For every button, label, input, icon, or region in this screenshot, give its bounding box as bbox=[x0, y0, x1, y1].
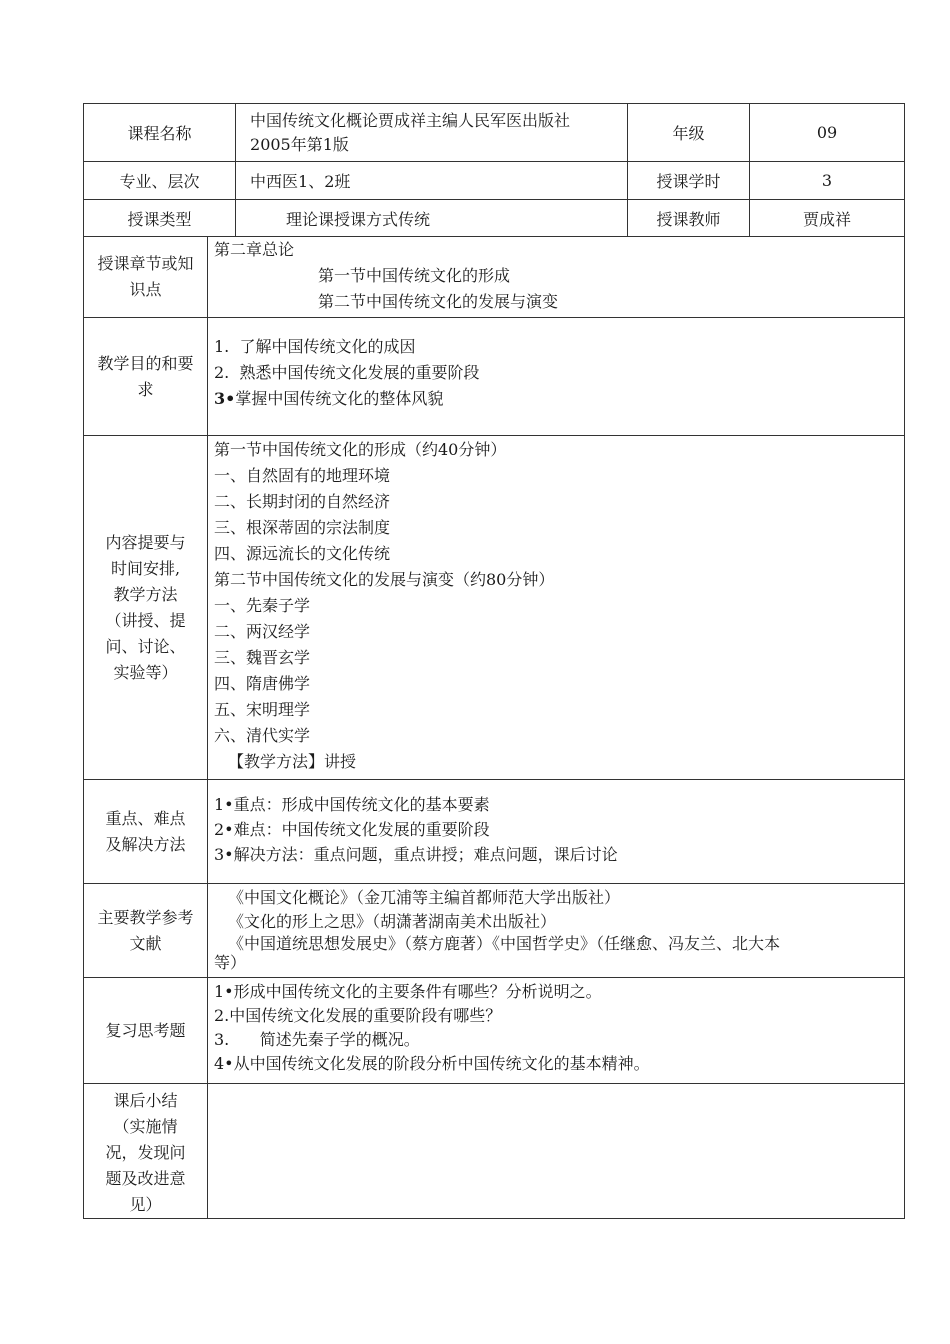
review-content bbox=[208, 978, 905, 1084]
summary-row bbox=[84, 1084, 905, 1219]
chapter-section: 第二节中国传统文化的发展与演变 bbox=[318, 292, 559, 311]
summary-content bbox=[208, 1084, 905, 1219]
outline-line: 三、魏晋玄学 bbox=[214, 648, 311, 667]
course-value bbox=[236, 104, 628, 162]
outline-line: 四、源远流长的文化传统 bbox=[214, 544, 391, 563]
hours-label: 授课学时 bbox=[628, 162, 750, 200]
outline-line: 二、长期封闭的自然经济 bbox=[214, 492, 391, 511]
keypoints-label: 重点、难点 及解决方法 bbox=[84, 780, 208, 884]
course-value-line: 中国传统文化概论贾成祥主编人民军医出版社 bbox=[250, 110, 571, 130]
outline-line: 一、先秦子学 bbox=[214, 596, 311, 615]
type-value: 理论课授课方式传统 bbox=[236, 200, 628, 237]
grade-value: 09 bbox=[750, 104, 905, 162]
teaching-method: 【教学方法】讲授 bbox=[228, 752, 357, 771]
keypoints-row bbox=[84, 780, 905, 884]
review-label: 复习思考题 bbox=[84, 978, 208, 1084]
review-question: 3. 简述先秦子学的概况。 bbox=[214, 1030, 420, 1049]
teacher-label: 授课教师 bbox=[628, 200, 750, 237]
reference-line: 《文化的形上之思》（胡潇著湖南美术出版社） bbox=[228, 912, 557, 931]
teacher-value: 贾成祥 bbox=[750, 200, 905, 237]
objectives-row bbox=[84, 318, 905, 436]
type-row bbox=[84, 200, 905, 237]
reference-line: 《中国道统思想发展史》（蔡方鹿著）《中国哲学史》（任继愈、冯友兰、北大本 bbox=[228, 934, 781, 953]
lesson-plan-page bbox=[83, 103, 904, 1219]
outline-line: 一、自然固有的地理环境 bbox=[214, 466, 391, 485]
outline-line: 第一节中国传统文化的形成（约40分钟） bbox=[214, 440, 507, 459]
chapter-section: 第一节中国传统文化的形成 bbox=[318, 266, 511, 285]
keypoint-line: 2•难点：中国传统文化发展的重要阶段 bbox=[214, 820, 490, 839]
review-row bbox=[84, 978, 905, 1084]
references-content bbox=[208, 884, 905, 978]
summary-label: 课后小结 （实施情 况，发现问 题及改进意 见） bbox=[84, 1084, 208, 1219]
course-label: 课程名称 bbox=[84, 104, 236, 162]
objective-item: 2. 熟悉中国传统文化发展的重要阶段 bbox=[214, 363, 480, 382]
type-label: 授课类型 bbox=[84, 200, 236, 237]
objectives-content bbox=[208, 318, 905, 436]
content-outline bbox=[208, 436, 905, 780]
course-row bbox=[84, 104, 905, 162]
objective-item: 3•掌握中国传统文化的整体风貌 bbox=[214, 389, 444, 408]
outline-line: 三、根深蒂固的宗法制度 bbox=[214, 518, 391, 537]
chapter-title: 第二章总论 bbox=[214, 240, 295, 259]
outline-line: 五、宋明理学 bbox=[214, 700, 311, 719]
major-value: 中西医1、2班 bbox=[236, 162, 628, 200]
major-label: 专业、层次 bbox=[84, 162, 236, 200]
keypoint-line: 3•解决方法：重点问题，重点讲授；难点问题，课后讨论 bbox=[214, 845, 618, 864]
reference-line: 《中国文化概论》（金兀浦等主编首都师范大学出版社） bbox=[228, 888, 621, 907]
lesson-plan-table bbox=[83, 103, 905, 1219]
outline-line: 第二节中国传统文化的发展与演变（约80分钟） bbox=[214, 570, 555, 589]
chapter-content bbox=[208, 237, 905, 318]
outline-line: 六、清代实学 bbox=[214, 726, 311, 745]
chapter-row bbox=[84, 237, 905, 318]
content-label: 内容提要与 时间安排, 教学方法 （讲授、提 问、讨论、 实验等） bbox=[84, 436, 208, 780]
review-question: 2.中国传统文化发展的重要阶段有哪些？ bbox=[214, 1006, 502, 1025]
outline-line: 二、两汉经学 bbox=[214, 622, 311, 641]
keypoint-line: 1•重点：形成中国传统文化的基本要素 bbox=[214, 795, 490, 814]
review-question: 1•形成中国传统文化的主要条件有哪些？分析说明之。 bbox=[214, 982, 602, 1001]
outline-line: 四、隋唐佛学 bbox=[214, 674, 311, 693]
major-row bbox=[84, 162, 905, 200]
hours-value: 3 bbox=[750, 162, 905, 200]
content-row bbox=[84, 436, 905, 780]
reference-line: 等） bbox=[214, 953, 247, 972]
references-label: 主要教学参考 文献 bbox=[84, 884, 208, 978]
grade-label: 年级 bbox=[628, 104, 750, 162]
course-value-line: 2005年第1版 bbox=[250, 134, 349, 154]
keypoints-content bbox=[208, 780, 905, 884]
review-question: 4•从中国传统文化发展的阶段分析中国传统文化的基本精神。 bbox=[214, 1054, 650, 1073]
references-row bbox=[84, 884, 905, 978]
chapter-label: 授课章节或知 识点 bbox=[84, 237, 208, 318]
objectives-label: 教学目的和要 求 bbox=[84, 318, 208, 436]
objective-item: 1. 了解中国传统文化的成因 bbox=[214, 337, 416, 356]
